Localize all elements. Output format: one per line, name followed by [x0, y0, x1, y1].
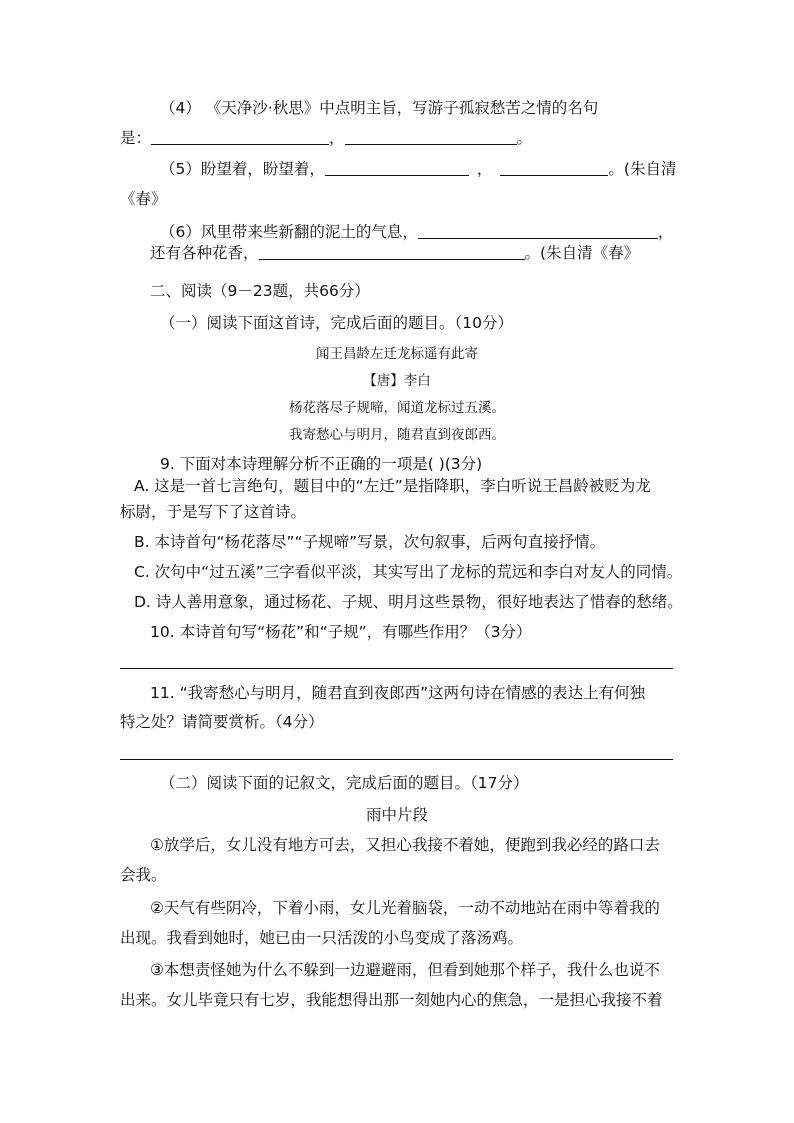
- q5-end: 。(朱自清: [608, 160, 677, 178]
- q10-answer-line[interactable]: [120, 668, 673, 669]
- poem-author: 【唐】李白: [363, 373, 431, 389]
- part1-heading: （一）阅读下面这首诗，完成后面的题目。（10分）: [160, 314, 513, 332]
- q10-stem: 10. 本诗首句写“杨花”和“子规”，有哪些作用？（3分）: [150, 623, 532, 641]
- q5-blank-2[interactable]: [500, 159, 608, 176]
- q4-prefix: 是：: [120, 129, 152, 147]
- story-p3-line2: 出来。女儿毕竟只有七岁，我能想得出那一刻她内心的焦急，一是担心我接不着: [120, 991, 663, 1009]
- q9-option-d: D. 诗人善用意象，通过杨花、子规、明月这些景物，很好地表达了惜春的愁绪。: [134, 593, 683, 611]
- q5-blank-1[interactable]: [325, 159, 469, 176]
- q6-line2: [150, 243, 639, 263]
- poem-line-1: 杨花落尽子规啼，闻道龙标过五溪。: [289, 400, 505, 416]
- q5-line1: [160, 159, 676, 179]
- q11-line2: 特之处？请简要赏析。（4分）: [120, 713, 324, 731]
- story-p1-line1: ①放学后，女儿没有地方可去，又担心我接不着她，便跑到我必经的路口去: [150, 836, 660, 854]
- section2-heading: 二、阅读（9－23题，共66分）: [150, 282, 370, 300]
- q9-option-a-line1: A. 这是一首七言绝句，题目中的“左迁”是指降职，李白听说王昌龄被贬为龙: [134, 477, 651, 495]
- q6-end2: 。(朱自清《春》: [524, 244, 640, 262]
- q4-blank-2[interactable]: [345, 128, 517, 145]
- story-p1-line2: 会我。: [120, 866, 167, 884]
- q4-line1: （4） 《天净沙·秋思》中点明主旨，写游子孤寂愁苦之情的名句: [160, 99, 599, 117]
- q9-option-a-line2: 标尉，于是写下了这首诗。: [120, 503, 307, 521]
- q6-end1: ，: [657, 223, 674, 241]
- q11-answer-line[interactable]: [120, 759, 673, 760]
- story-title: 雨中片段: [365, 806, 428, 824]
- poem-title: 闻王昌龄左迁龙标遥有此寄: [316, 346, 478, 362]
- story-p3-line1: ③本想责怪她为什么不躲到一边避避雨，但看到她那个样子，我什么也说不: [150, 961, 660, 979]
- q9-option-c: C. 次句中“过五溪”三字看似平淡，其实写出了龙标的荒远和李白对友人的同情。: [134, 563, 683, 581]
- q5-sep: ，: [476, 160, 493, 178]
- q4-line2: [120, 128, 532, 148]
- part2-heading: （二）阅读下面的记叙文，完成后面的题目。（17分）: [160, 774, 529, 792]
- q4-blank-1[interactable]: [151, 128, 329, 145]
- q6-line2-prefix: 还有各种花香，: [150, 244, 259, 262]
- q11-line1: 11. “我寄愁心与明月，随君直到夜郎西”这两句诗在情感的表达上有何独: [150, 684, 646, 702]
- story-p2-line2: 出现。我看到她时，她已由一只活泼的小鸟变成了落汤鸡。: [120, 929, 524, 947]
- q4-sep: ，: [329, 129, 345, 147]
- poem-line-2: 我寄愁心与明月，随君直到夜郎西。: [289, 427, 505, 443]
- q9-option-b: B. 本诗首句“杨花落尽”“子规啼”写景，次句叙事，后两句直接抒情。: [134, 533, 606, 551]
- q6-line1: [160, 222, 673, 242]
- q6-prefix: （6）风里带来些新翻的泥土的气息，: [160, 223, 418, 241]
- q6-blank-2[interactable]: [259, 243, 525, 260]
- q5-line2: 《春》: [120, 190, 167, 208]
- q5-prefix: （5）盼望着，盼望着，: [160, 160, 325, 178]
- q4-end: 。: [516, 129, 533, 147]
- q6-blank-1[interactable]: [418, 222, 658, 239]
- story-p2-line1: ②天气有些阴冷，下着小雨，女儿光着脑袋，一动不动地站在雨中等着我的: [150, 899, 660, 917]
- q9-stem: 9. 下面对本诗理解分析不正确的一项是( )(3分): [160, 455, 483, 473]
